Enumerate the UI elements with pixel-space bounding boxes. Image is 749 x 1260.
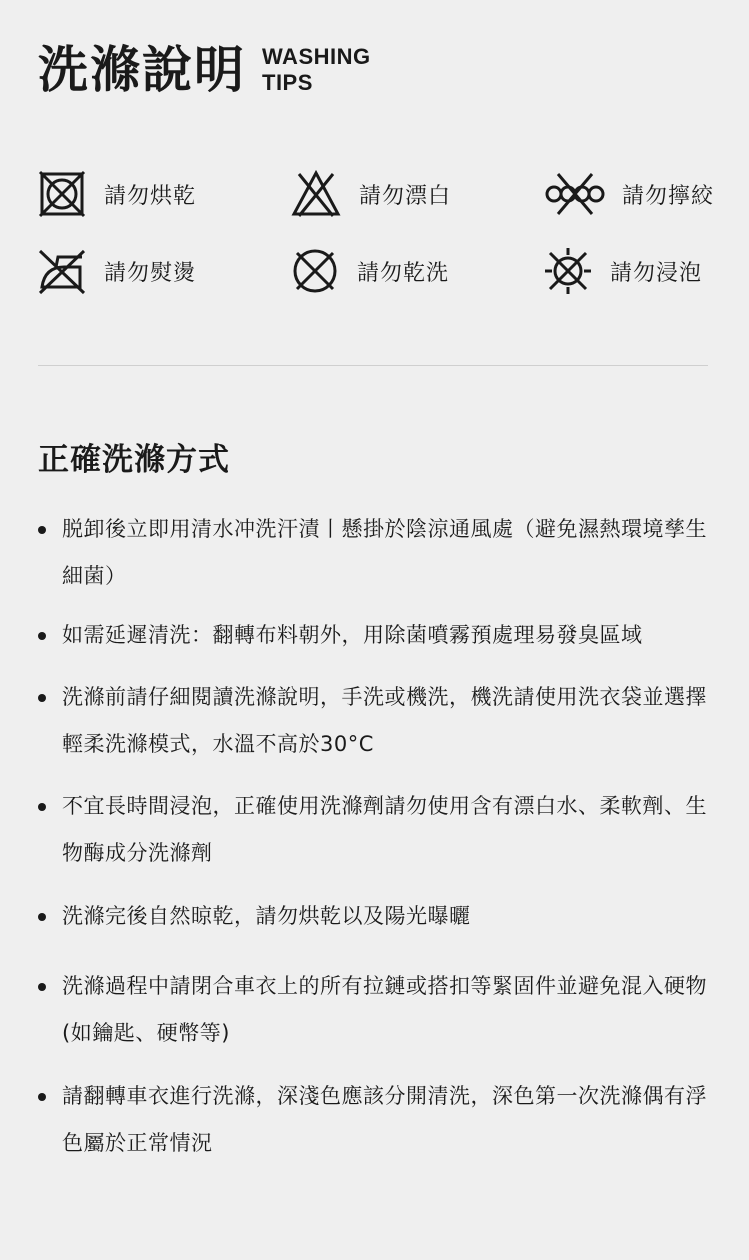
no-tumble-dry-icon [36, 168, 88, 220]
list-item-text: 洗滌完後自然晾乾，請勿烘乾以及陽光曝曬 [62, 904, 471, 928]
care-label: 請勿烘乾 [104, 183, 197, 209]
care-icons-grid [36, 166, 726, 320]
list-item-text: 脱卸後立即用清水冲洗汗漬丨懸掛於陰涼通風處（避免濕熱環境孳生細菌） [62, 517, 707, 588]
care-icons-row-1 [36, 166, 726, 222]
page-subtitle-en [262, 44, 371, 96]
bullet-icon [38, 913, 46, 921]
list-item-text: 洗滌前請仔細閱讀洗滌說明，手洗或機洗，機洗請使用洗衣袋並選擇輕柔洗滌模式，水溫不高於30°C [62, 685, 707, 756]
bullet-icon [38, 983, 46, 991]
no-iron-icon [36, 245, 88, 297]
bullet-icon [38, 632, 46, 640]
care-label: 請勿熨燙 [104, 260, 197, 286]
list-item [38, 783, 710, 877]
care-label: 請勿擰絞 [622, 183, 715, 209]
care-item-no-bleach [289, 168, 542, 220]
list-item-text: 請翻轉車衣進行洗滌，深淺色應該分開清洗，深色第一次洗滌偶有浮色屬於正常情況 [62, 1084, 707, 1155]
bullet-icon [38, 526, 46, 534]
header [38, 41, 371, 99]
care-item-no-soak [542, 245, 726, 297]
section-title: 正確洗滌方式 [38, 442, 230, 478]
list-item [38, 893, 710, 940]
care-item-no-wring [542, 168, 726, 220]
bullet-icon [38, 803, 46, 811]
no-dry-clean-icon [289, 245, 341, 297]
list-item-text: 不宜長時間浸泡，正確使用洗滌劑請勿使用含有漂白水、柔軟劑、生物酶成分洗滌劑 [62, 794, 707, 865]
instruction-list [38, 506, 710, 1167]
care-label: 請勿乾洗 [357, 260, 450, 286]
subtitle-line-1: WASHING [262, 44, 371, 69]
list-item-text: 如需延遲清洗：翻轉布料朝外，用除菌噴霧預處理易發臭區域 [62, 623, 643, 647]
care-icons-row-2 [36, 243, 726, 299]
list-item [38, 963, 710, 1057]
subtitle-line-2: TIPS [262, 70, 313, 95]
care-item-no-dry-clean [289, 245, 542, 297]
bullet-icon [38, 1093, 46, 1101]
care-label: 請勿漂白 [359, 183, 452, 209]
no-bleach-icon [289, 168, 343, 220]
list-item [38, 612, 710, 659]
list-item [38, 1073, 710, 1167]
care-item-no-tumble-dry [36, 168, 289, 220]
bullet-icon [38, 694, 46, 702]
care-label: 請勿浸泡 [610, 260, 703, 286]
no-soak-icon [542, 245, 594, 297]
care-item-no-iron [36, 245, 289, 297]
list-item-text: 洗滌過程中請閉合車衣上的所有拉鏈或搭扣等緊固件並避免混入硬物(如鑰匙、硬幣等) [62, 974, 707, 1045]
no-wring-icon [542, 168, 606, 220]
list-item [38, 506, 710, 600]
page-title: 洗滌說明 [38, 41, 246, 99]
divider [38, 365, 708, 366]
list-item [38, 674, 710, 768]
